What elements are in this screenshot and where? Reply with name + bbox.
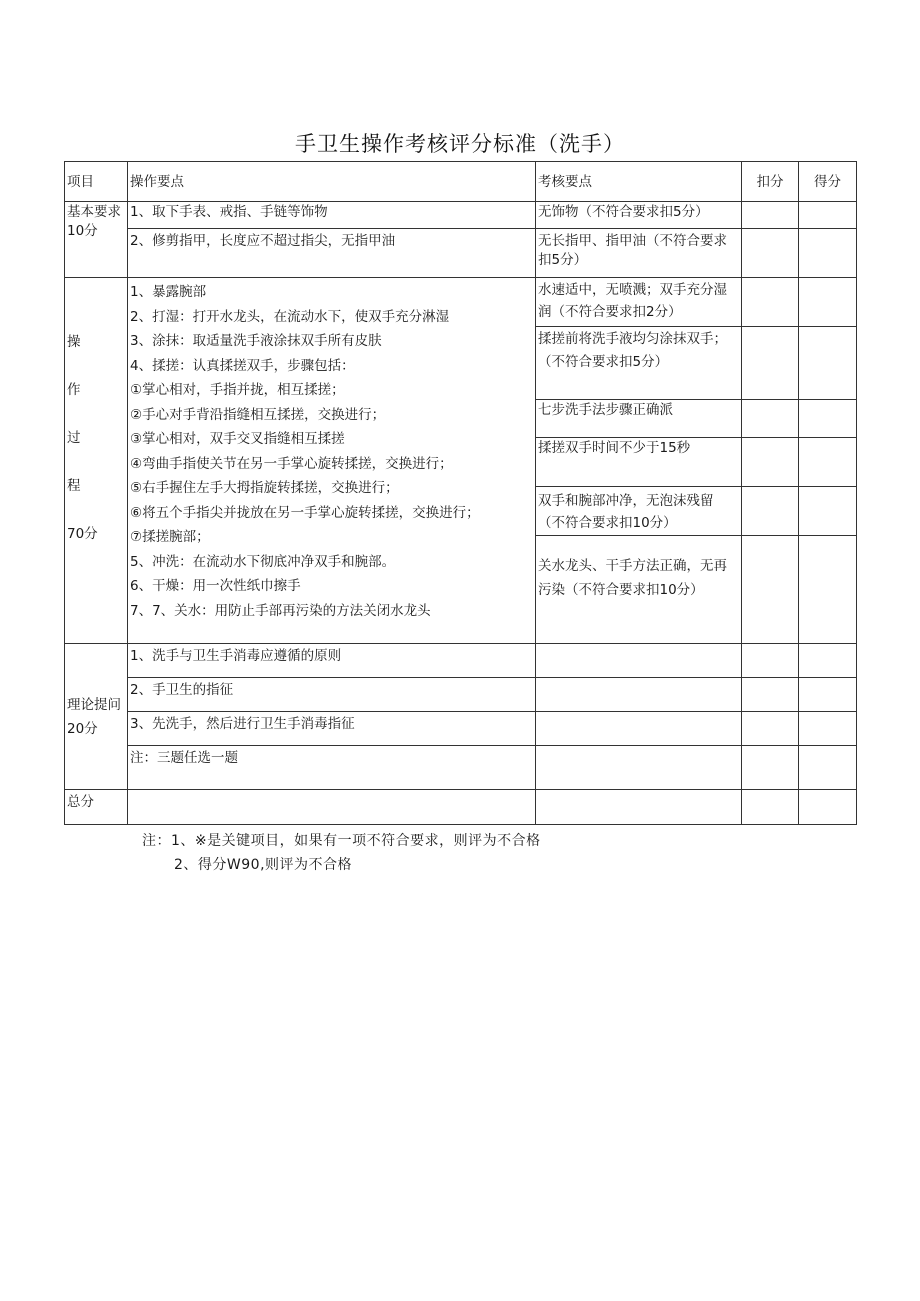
- header-criteria: 考核要点: [536, 162, 742, 202]
- theory-score-3: [799, 712, 857, 746]
- total-points: [128, 790, 536, 825]
- process-step-7: ③掌心相对，双手交叉指缝相互揉搓: [130, 431, 345, 447]
- process-deduct-1: [742, 278, 799, 327]
- process-criteria-5: 双手和腕部冲净，无泡沫残留（不符合要求扣10分）: [536, 487, 742, 536]
- theory-score-1: [799, 644, 857, 678]
- theory-score-2: [799, 678, 857, 712]
- total-score: [799, 790, 857, 825]
- process-deduct-6: [742, 536, 799, 644]
- process-deduct-3: [742, 400, 799, 438]
- basic-section-cell: [65, 202, 128, 278]
- process-criteria-6: 关水龙头、干手方法正确，无再污染（不符合要求扣10分）: [536, 536, 742, 644]
- total-deduct: [742, 790, 799, 825]
- basic-criteria-1: 无饰物（不符合要求扣5分）: [536, 202, 742, 229]
- theory-deduct-2: [742, 678, 799, 712]
- process-deduct-2: [742, 327, 799, 400]
- theory-row-2: [65, 678, 857, 712]
- process-deduct-4: [742, 438, 799, 487]
- process-score-1: [799, 278, 857, 327]
- process-step-8: ④弯曲手指使关节在另一手掌心旋转揉搓，交换进行；: [130, 455, 453, 472]
- process-step-11: ⑦揉搓腕部；: [130, 529, 210, 545]
- process-step-1: 1、暴露腕部: [130, 284, 207, 300]
- process-label-char-1: 操: [67, 334, 81, 350]
- header-item: 项目: [65, 162, 128, 202]
- process-steps-cell: [128, 278, 536, 644]
- theory-question-3: 3、先洗手，然后进行卫生手消毒指征: [128, 712, 536, 746]
- total-row: [65, 790, 857, 825]
- process-label-char-4: 程: [67, 478, 81, 494]
- process-label-char-2: 作: [67, 382, 81, 398]
- process-criteria-2: [536, 327, 742, 400]
- theory-label: 理论提问: [67, 696, 121, 713]
- theory-row-3: [65, 712, 857, 746]
- process-criteria-3: 七步洗手法步骤正确派: [536, 400, 742, 438]
- header-deduct: 扣分: [742, 162, 799, 202]
- process-criteria-2b: （不符合要求扣5分）: [538, 354, 669, 370]
- theory-criteria-2: [536, 678, 742, 712]
- theory-score-4: [799, 746, 857, 790]
- process-section-cell: [65, 278, 128, 644]
- basic-score-1: [799, 202, 857, 229]
- theory-section-cell: [65, 644, 128, 790]
- scoring-table: [64, 161, 857, 825]
- process-step-2: 2、打湿：打开水龙头，在流动水下，使双手充分淋湿: [130, 308, 450, 325]
- basic-label: 基本要求: [67, 204, 121, 220]
- theory-criteria-4: [536, 746, 742, 790]
- total-criteria: [536, 790, 742, 825]
- basic-point-2: 2、修剪指甲，长度应不超过指尖，无指甲油: [128, 229, 536, 278]
- process-label-char-3: 过: [67, 430, 81, 446]
- process-score-6: [799, 536, 857, 644]
- process-criteria-4: 揉搓双手时间不少于15秒: [536, 438, 742, 487]
- process-step-9: ⑤右手握住左手大拇指旋转揉搓，交换进行；: [130, 480, 399, 496]
- theory-deduct-4: [742, 746, 799, 790]
- process-step-3: 3、涂抹：取适量洗手液涂抹双手所有皮肤: [130, 333, 382, 349]
- theory-question-1: 1、洗手与卫生手消毒应遵循的原则: [128, 644, 536, 678]
- process-row-1: [65, 278, 857, 327]
- theory-deduct-1: [742, 644, 799, 678]
- basic-row-2: [65, 229, 857, 278]
- basic-criteria-2: 无长指甲、指甲油（不符合要求扣5分）: [536, 229, 742, 278]
- basic-point-1: 1、取下手表、戒指、手链等饰物: [128, 202, 536, 229]
- total-label: 总分: [65, 790, 128, 825]
- theory-row-1: [65, 644, 857, 678]
- theory-row-4: [65, 746, 857, 790]
- process-step-5: ①掌心相对，手指并拢，相互揉搓；: [130, 382, 345, 398]
- theory-criteria-1: [536, 644, 742, 678]
- process-step-14: 7、7、关水：用防止手部再污染的方法关闭水龙头: [130, 602, 431, 619]
- footnote-2: 2、得分W90,则评为不合格: [174, 857, 353, 873]
- footnotes: [142, 829, 541, 877]
- header-points: 操作要点: [128, 162, 536, 202]
- theory-note: 注：三题任选一题: [128, 746, 536, 790]
- process-score-3: [799, 400, 857, 438]
- process-step-4: 4、揉搓：认真揉搓双手，步骤包括：: [130, 357, 355, 374]
- theory-criteria-3: [536, 712, 742, 746]
- process-criteria-2a: 揉搓前将洗手液均匀涂抹双手；: [538, 331, 727, 347]
- theory-score: 20分: [67, 720, 98, 737]
- basic-score-2: [799, 229, 857, 278]
- process-score: 70分: [67, 526, 98, 542]
- basic-row-1: [65, 202, 857, 229]
- process-score-5: [799, 487, 857, 536]
- theory-question-2: 2、手卫生的指征: [128, 678, 536, 712]
- process-criteria-1: 水速适中，无喷溅；双手充分湿润（不符合要求扣2分）: [536, 278, 742, 327]
- process-step-6: ②手心对手背沿指缝相互揉搓，交换进行；: [130, 406, 386, 423]
- process-step-12: 5、冲洗：在流动水下彻底冲净双手和腕部。: [130, 553, 396, 570]
- process-score-2: [799, 327, 857, 400]
- process-score-4: [799, 438, 857, 487]
- basic-deduct-1: [742, 202, 799, 229]
- footnote-1: 注：1、※是关键项目，如果有一项不符合要求，则评为不合格: [142, 833, 541, 849]
- basic-score: 10分: [67, 223, 98, 239]
- header-score: 得分: [799, 162, 857, 202]
- process-deduct-5: [742, 487, 799, 536]
- basic-deduct-2: [742, 229, 799, 278]
- process-step-13: 6、干燥：用一次性纸巾擦手: [130, 578, 301, 594]
- theory-deduct-3: [742, 712, 799, 746]
- process-step-10: ⑥将五个手指尖并拢放在另一手掌心旋转揉搓，交换进行；: [130, 504, 480, 521]
- header-row: [65, 162, 857, 202]
- page-title: 手卫生操作考核评分标准（洗手）: [295, 132, 625, 156]
